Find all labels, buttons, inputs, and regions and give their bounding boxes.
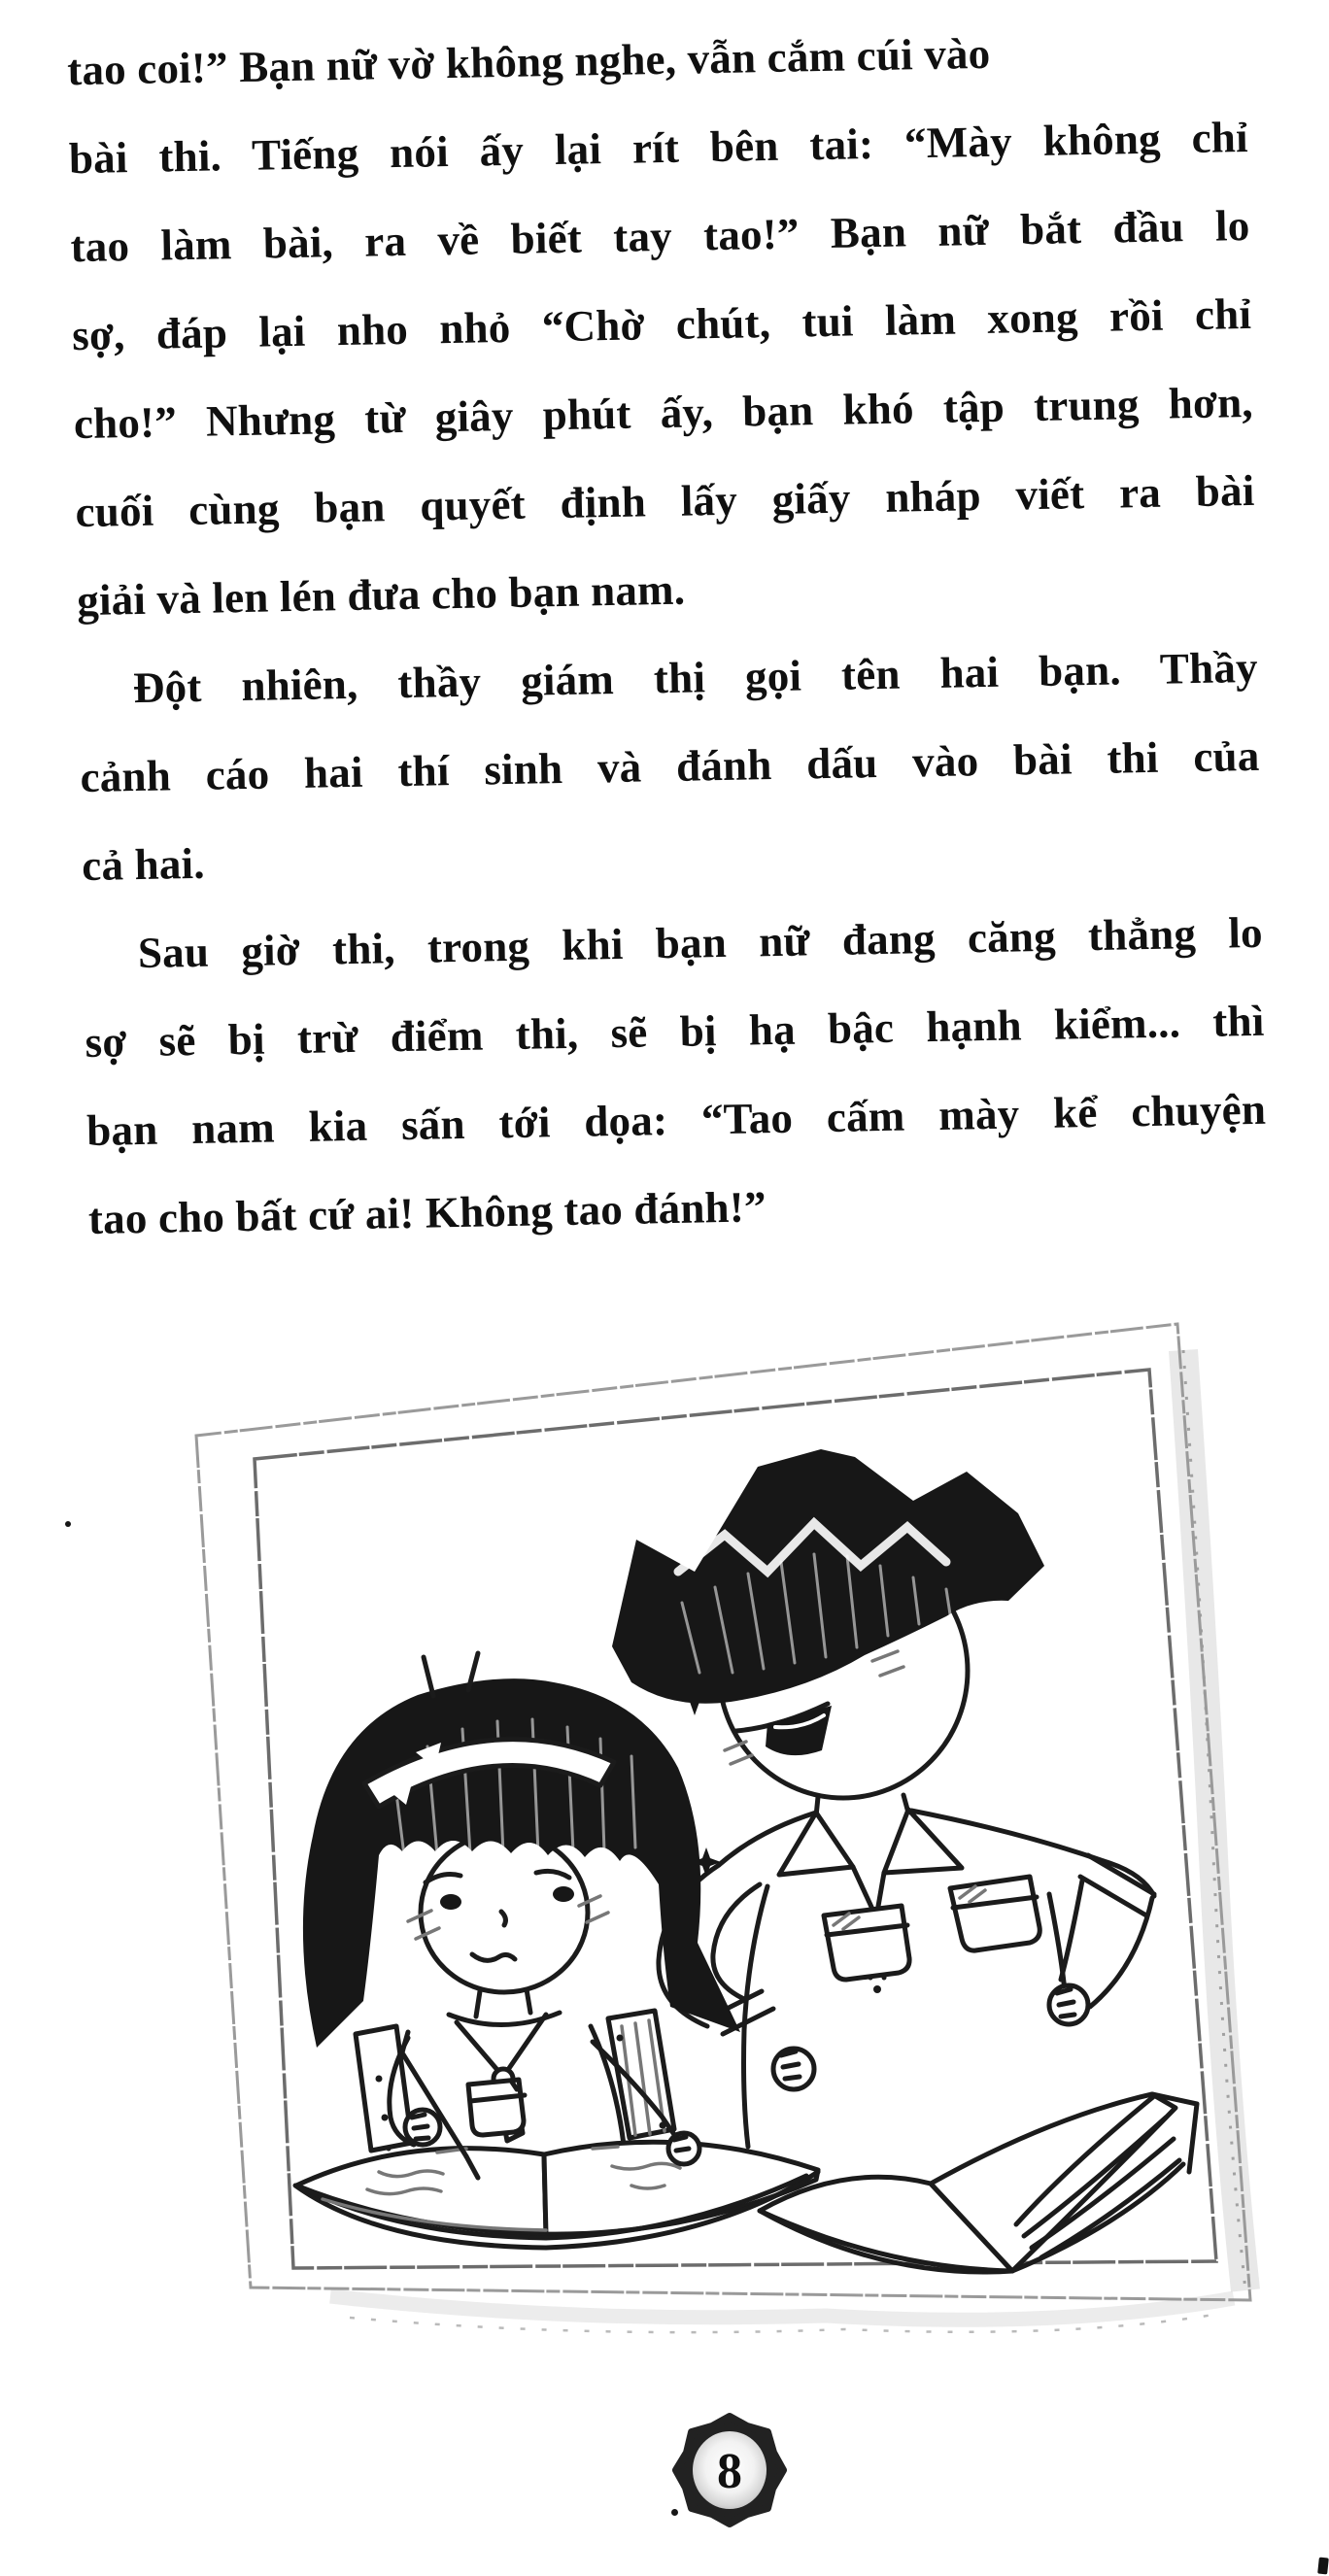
text-line: tao coi!” Bạn nữ vờ không nghe, vẫn cắm cúi vào <box>66 28 991 95</box>
girl-figure <box>303 1653 740 2151</box>
boy-figure <box>612 1449 1154 2147</box>
text-line: cả hai. <box>81 838 206 891</box>
text-line: Sau giờ thi, trong khi bạn nữ đang căng thẳng lo <box>137 907 1264 978</box>
body-text <box>66 5 1268 1264</box>
text-line: cuối cùng bạn quyết định lấy giấy nháp viết ra bài <box>75 465 1255 537</box>
ink-speck <box>671 2509 678 2516</box>
text-line: Đột nhiên, thầy giám thị gọi tên hai bạn. Thầy <box>132 642 1259 713</box>
text-line: sợ sẽ bị trừ điểm thi, sẽ bị hạ bậc hạnh kiểm... thì <box>85 996 1265 1068</box>
text-line: bài thi. Tiếng nói ấy lại rít bên tai: “Mày không chỉ <box>68 112 1249 184</box>
text-line: sợ, đáp lại nho nhỏ “Chờ chút, tui làm xong rồi chỉ <box>71 288 1252 360</box>
page-number: 8 <box>717 2444 742 2499</box>
girl-book <box>295 2142 818 2248</box>
boy-book <box>760 2094 1197 2272</box>
scan-corner-mark <box>1317 2558 1329 2575</box>
story-illustration <box>87 1311 1312 2375</box>
ink-speck <box>65 1521 71 1527</box>
page-number-badge <box>666 2410 793 2536</box>
text-line: tao cho bất cứ ai! Không tao đánh!” <box>87 1182 767 1244</box>
text-line: bạn nam kia sấn tới dọa: “Tao cấm mày kể chuyện <box>85 1084 1267 1156</box>
text-line: giải và len lén đưa cho bạn nam. <box>76 564 686 626</box>
text-line: tao làm bài, ra về biết tay tao!” Bạn nữ bắt đầu lo <box>70 200 1250 272</box>
text-line: cảnh cáo hai thí sinh và đánh dấu vào bài thi của <box>80 730 1260 802</box>
text-line: cho!” Nhưng từ giây phút ấy, bạn khó tập trung hơn, <box>73 377 1254 449</box>
